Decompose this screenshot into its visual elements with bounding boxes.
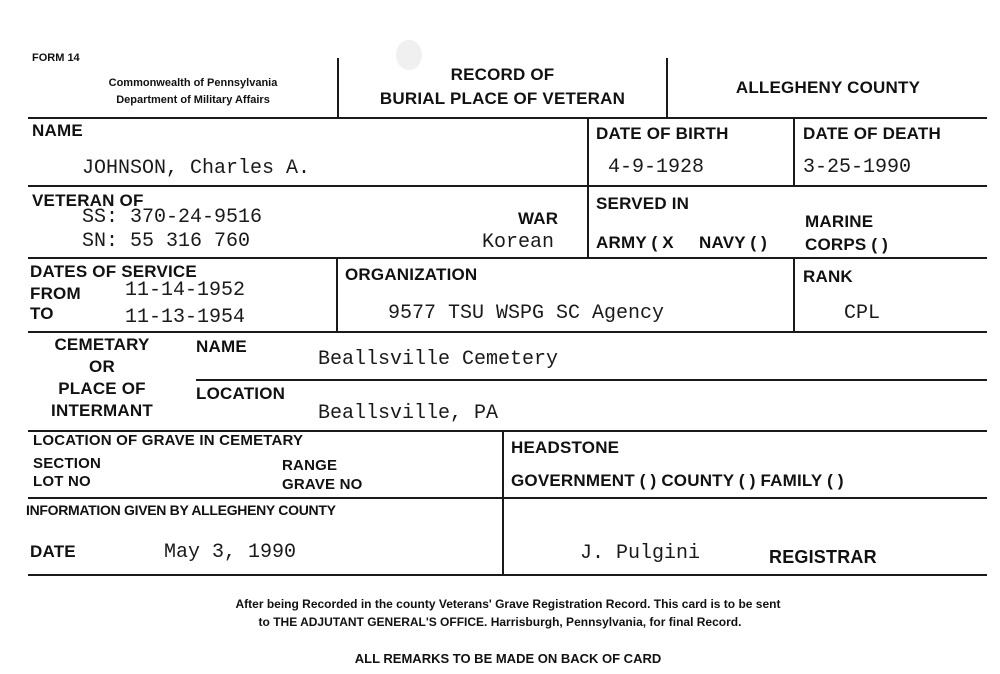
form-title-line-1: RECORD OF bbox=[450, 65, 555, 84]
divider-org bbox=[336, 257, 338, 332]
grave-no-label: GRAVE NO bbox=[282, 476, 363, 493]
rule-name-bottom bbox=[28, 185, 987, 187]
cemetery-name-label: NAME bbox=[196, 337, 247, 356]
veteran-of-label: VETERAN OF bbox=[32, 191, 144, 210]
war-label: WAR bbox=[518, 209, 559, 228]
rank-label: RANK bbox=[803, 267, 853, 286]
social-security-number: SS: 370-24-9516 bbox=[82, 206, 263, 229]
dob-label: DATE OF BIRTH bbox=[596, 124, 729, 143]
footer-instruction-line-2: to THE ADJUTANT GENERAL'S OFFICE. Harrisburgh, Pennsylvania, for final Record. bbox=[258, 615, 742, 629]
veteran-name: JOHNSON, Charles A. bbox=[82, 157, 311, 180]
cemetery-location-label: LOCATION bbox=[196, 384, 286, 403]
service-to-date: 11-13-1954 bbox=[125, 306, 246, 329]
registrar-name: J. Pulgini bbox=[580, 542, 701, 565]
rank-value: CPL bbox=[844, 302, 881, 325]
rule-cemetery-name-underline bbox=[196, 379, 987, 381]
county-name: ALLEGHENY COUNTY bbox=[735, 78, 921, 97]
section-label: SECTION bbox=[33, 455, 102, 472]
cemetery-name-value: Beallsville Cemetery bbox=[318, 348, 559, 371]
navy-option: NAVY ( ) bbox=[699, 233, 768, 252]
rule-service-bottom bbox=[28, 331, 987, 333]
name-label: NAME bbox=[32, 121, 83, 140]
served-in-label: SERVED IN bbox=[596, 194, 690, 213]
lot-no-label: LOT NO bbox=[33, 473, 91, 490]
organization-value: 9577 TSU WSPG SC Agency bbox=[388, 302, 665, 325]
divider-dod bbox=[793, 117, 795, 186]
form-number: FORM 14 bbox=[32, 52, 80, 64]
information-given-by-label: INFORMATION GIVEN BY ALLEGHENY COUNTY bbox=[26, 502, 336, 518]
dates-of-service-label: DATES OF SERVICE bbox=[30, 262, 197, 281]
war-value: Korean bbox=[482, 231, 555, 254]
cemetery-label-2: OR bbox=[89, 357, 115, 376]
service-number: SN: 55 316 760 bbox=[82, 230, 251, 253]
divider-headstone bbox=[502, 430, 504, 575]
marine-label: MARINE bbox=[805, 212, 874, 231]
from-label: FROM bbox=[30, 284, 81, 303]
agency-line-2: Department of Military Affairs bbox=[116, 94, 270, 106]
date-given-value: May 3, 1990 bbox=[164, 541, 297, 564]
cemetery-location-value: Beallsville, PA bbox=[318, 402, 499, 425]
rule-info-bottom bbox=[28, 574, 987, 576]
to-label: TO bbox=[30, 304, 54, 323]
divider-rank bbox=[793, 257, 795, 332]
footer-remarks-note: ALL REMARKS TO BE MADE ON BACK OF CARD bbox=[354, 651, 662, 666]
organization-label: ORGANIZATION bbox=[345, 265, 478, 284]
cemetery-label-3: PLACE OF bbox=[58, 379, 146, 398]
footer-instruction-line-1: After being Recorded in the county Veterans' Grave Registration Record. This card is to be sent bbox=[235, 597, 781, 611]
dod-value: 3-25-1990 bbox=[803, 156, 912, 179]
rule-veteran-bottom bbox=[28, 257, 987, 259]
divider-dob bbox=[587, 117, 589, 257]
range-label: RANGE bbox=[282, 457, 338, 474]
rule-header-bottom bbox=[28, 117, 987, 119]
cemetery-label-4: INTERMANT bbox=[51, 401, 153, 420]
dod-label: DATE OF DEATH bbox=[803, 124, 941, 143]
dob-value: 4-9-1928 bbox=[608, 156, 705, 179]
registrar-label: REGISTRAR bbox=[769, 547, 877, 567]
date-label: DATE bbox=[30, 542, 76, 561]
grave-location-label: LOCATION OF GRAVE IN CEMETARY bbox=[33, 432, 304, 449]
marine-corps-option: CORPS ( ) bbox=[805, 235, 889, 254]
army-option: ARMY ( X bbox=[596, 233, 674, 252]
form-title-line-2: BURIAL PLACE OF VETERAN bbox=[379, 89, 626, 108]
headstone-label: HEADSTONE bbox=[511, 438, 620, 457]
headstone-options: GOVERNMENT ( ) COUNTY ( ) FAMILY ( ) bbox=[511, 471, 844, 490]
rule-grave-bottom bbox=[28, 497, 987, 499]
cemetery-label-1: CEMETARY bbox=[54, 335, 150, 354]
service-from-date: 11-14-1952 bbox=[125, 279, 246, 302]
agency-line-1: Commonwealth of Pennsylvania bbox=[108, 77, 278, 89]
